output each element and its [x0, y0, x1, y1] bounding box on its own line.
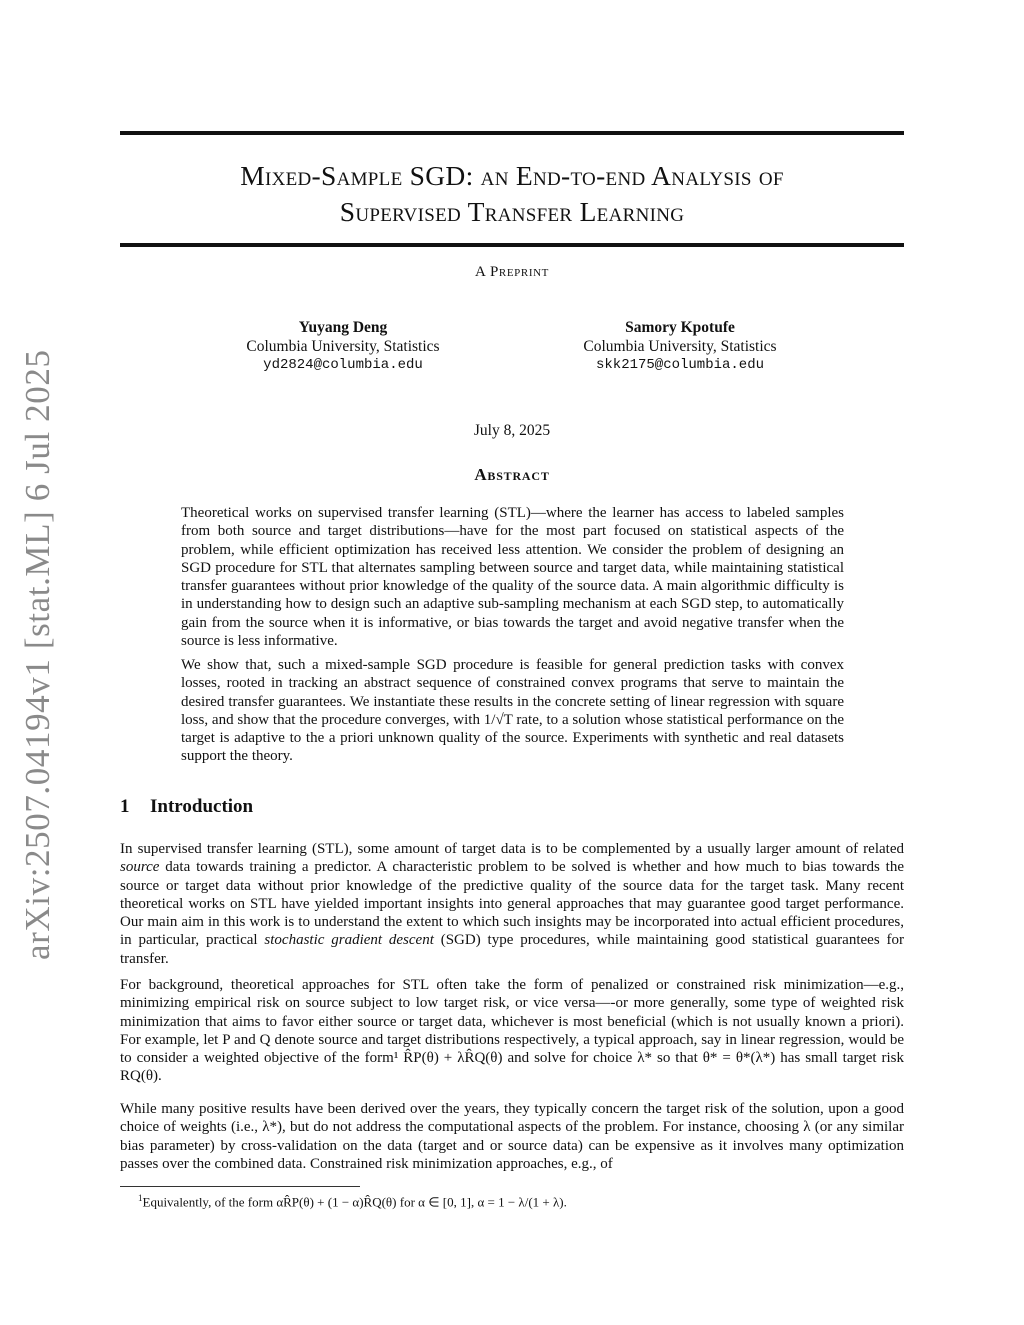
title-bottom-rule [120, 243, 904, 247]
paper-title [120, 158, 904, 230]
author-affiliation: Columbia University, Statistics [583, 338, 777, 355]
title-line-2: Supervised Transfer Learning [339, 196, 685, 227]
author-name: Yuyang Deng [298, 319, 388, 336]
author-email[interactable]: yd2824@columbia.edu [263, 357, 423, 373]
section-title: Introduction [150, 796, 254, 817]
intro-p1-emphasis-source: source [120, 859, 160, 876]
intro-p1-emphasis-sgd: stochastic gradient descent [264, 932, 434, 949]
footnote-text: Equivalently, of the form αR̂P(θ) + (1 − α)R̂Q(θ) for α ∈ [0, 1], α = 1 − λ/(1 + λ). [142, 1194, 567, 1210]
preprint-label: A Preprint [475, 264, 549, 280]
author-block-1 [193, 318, 493, 375]
footnote [138, 1190, 898, 1210]
intro-paragraph-1 [120, 840, 904, 968]
author-email[interactable]: skk2175@columbia.edu [595, 357, 765, 373]
abstract-paragraph-1: Theoretical works on supervised transfer learning (STL)—where the learner has access to labeled samples from both source and target distributions—have for the most part focused on statistical aspects of the problem, while efficient optimization has received less attention. We consider the problem of designing an SGD procedure for STL that alternates sampling between source and target data, while maintaining statistical transfer guarantees without prior knowledge of the quality of the source data. A main algorithmic difficulty is in understanding how to design such an adaptive sub-sampling mechanism at each SGD step, to automatically gain from the source when it is informative, or bias towards the target and avoid negative transfer when the source is less informative. [181, 505, 844, 650]
section-number: 1 [120, 796, 130, 817]
title-line-1: Mixed-Sample SGD: an End-to-end Analysis of [240, 160, 784, 191]
section-heading [120, 796, 253, 818]
footnote-mark: 1 [138, 1193, 143, 1203]
paper-date: July 8, 2025 [473, 422, 551, 439]
footnote-rule [120, 1186, 360, 1187]
author-name: Samory Kpotufe [625, 319, 735, 336]
author-block-2 [530, 318, 830, 375]
intro-paragraph-3: While many positive results have been derived over the years, they typically concern the target risk of the solution, upon a good choice of weights (i.e., λ*), but do not address the computational aspects of the problem. For instance, choosing λ (or any similar bias parameter) by cross-validation on the data (target and or source data) can be expensive as it involves many optimization passes over the combined data. Constrained risk minimization approaches, e.g., of [120, 1101, 904, 1172]
abstract-paragraph-2: We show that, such a mixed-sample SGD procedure is feasible for general prediction tasks with convex losses, rooted in tracking an abstract sequence of constrained convex programs that serve to maintain the desired transfer guarantees. We instantiate these results in the concrete setting of linear regression with square loss, and show that the procedure converges, with 1/√T rate, to a solution whose statistical performance on the target is adaptive to the a priori unknown quality of the source. Experiments with synthetic and real datasets support the theory. [181, 657, 844, 765]
intro-p1-text-c: (SGD) type procedures, while maintaining good statistical guarantees for transfer. [120, 932, 904, 967]
abstract-heading: Abstract [474, 465, 550, 484]
intro-paragraph-2: For background, theoretical approaches for STL often take the form of penalized or constrained risk minimization—e.g., minimizing empirical risk on source subject to low target risk, or vice versa—-or more generally, some type of weighted risk minimization that aims to favor either source or target data, whichever is most beneficial (which is not usually known a priori). For example, let P and Q denote source and target distributions respectively, a typical approach, say in linear regression, would be to consider a weighted objective of the form¹ R̂P(θ) + λR̂Q(θ) and solve for choice λ* so that θ* = θ*(λ*) has small target risk RQ(θ). [120, 977, 904, 1085]
author-affiliation: Columbia University, Statistics [246, 338, 440, 355]
intro-p1-text-a: In supervised transfer learning (STL), some amount of target data is to be complemented by a usually larger amount of related [120, 841, 904, 857]
arxiv-side-stamp: arXiv:2507.04194v1 [stat.ML] 6 Jul 2025 [18, 349, 57, 960]
title-top-rule [120, 131, 904, 135]
intro-p1-text-b: data towards training a predictor. A characteristic problem to be solved is whether and how much to bias towards the source or target data without prior knowledge of the predictive quality of the source data for the target task. Many recent theoretical works on STL have yielded important insights into general approaches that may guarantee good target performance. Our main aim in this work is to understand the extent to which such insights may be incorporated into actual efficient procedures, in particular, practical [120, 859, 904, 949]
